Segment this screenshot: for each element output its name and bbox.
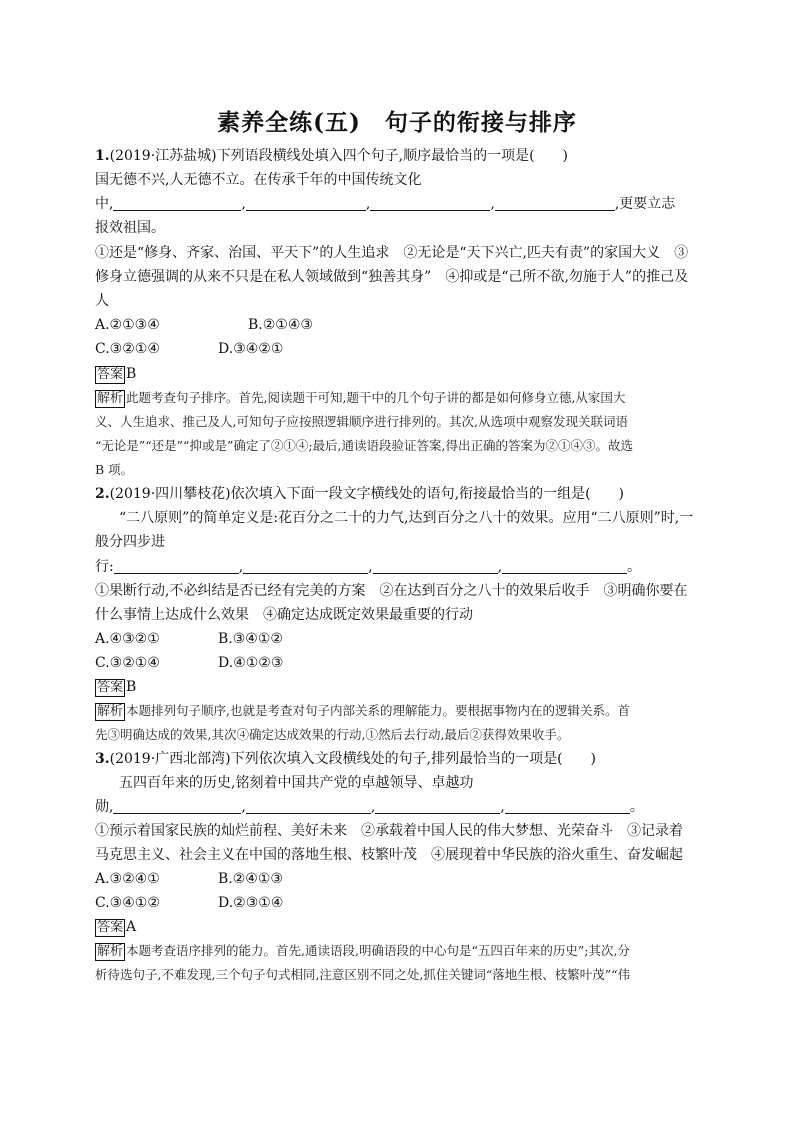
answer-value: B <box>126 366 137 382</box>
fill-blank[interactable] <box>243 559 368 574</box>
question-2-passage-line-2: 般分四步进 <box>95 534 165 550</box>
question-3-options-row-2 <box>95 893 695 913</box>
question-2-passage-line-3 <box>95 557 695 577</box>
question-2-items-line-1: ①果断行动,不必纠结是否已经有完美的方案 ②在达到百分之八十的效果后收手 ③明确你要在 <box>95 583 688 599</box>
question-2-options-row-2 <box>95 653 695 673</box>
period: 。 <box>629 799 644 815</box>
question-2-stem-line <box>95 484 695 504</box>
fill-blank[interactable] <box>114 559 239 574</box>
question-1-items-line-1: ①还是“修身、齐家、治国、平天下”的人生追求 ②无论是“天下兴亡,匹夫有责”的家国大义 ③ <box>95 245 689 261</box>
question-1-answer <box>95 364 695 384</box>
option-a[interactable]: A.④③②① <box>95 631 160 647</box>
question-3-number: 3. <box>95 751 110 767</box>
question-2-analysis-line-2: 先③明确达成的效果,其次④确定达成效果的行动,①然后去行动,最后②获得效果收手。 <box>95 727 570 742</box>
separator: , <box>490 196 495 212</box>
question-1-passage-line-1: 国无德不兴,人无德不立。在传承千年的中国传统文化 <box>95 172 422 188</box>
analysis-text: 本题排列句子顺序,也就是考查对句子内部关系的理解能力。要根据事物内在的逻辑关系。首 <box>126 703 630 718</box>
separator: , <box>497 559 503 575</box>
separator: , <box>238 559 244 575</box>
analysis-label: 解析 <box>97 391 124 406</box>
question-1-number: 1. <box>95 148 110 164</box>
question-3-answer <box>95 917 695 937</box>
option-c[interactable]: C.③②①④ <box>95 655 160 671</box>
answer-value: B <box>126 679 137 695</box>
separator: , <box>368 559 373 575</box>
question-3-passage-line-1: 五四百年来的历史,铭刻着中国共产党的卓越领导、卓越功 <box>119 775 474 791</box>
question-1-options-row-2 <box>95 339 695 359</box>
fill-blank[interactable] <box>373 559 498 574</box>
question-3-stem-line <box>95 749 695 769</box>
question-3-analysis-line-1 <box>95 941 700 961</box>
option-a[interactable]: A.③②④① <box>95 871 160 887</box>
question-2-stem: (2019·四川攀枝花)依次填入下面一段文字横线处的语句,衔接最恰当的一组是( ) <box>109 486 624 502</box>
option-b[interactable]: B.③④①② <box>218 631 283 647</box>
fill-blank[interactable] <box>495 196 615 211</box>
option-b[interactable]: B.②①④③ <box>248 317 313 333</box>
question-1-items-line-2: 修身立德强调的从来不只是在私人领域做到“独善其身” ④抑或是“己所不欲,勿施于人”的推己及 <box>95 269 689 285</box>
answer-label: 答案 <box>97 367 124 382</box>
question-1-analysis-line-4: B 项。 <box>95 462 134 477</box>
fill-blank[interactable] <box>113 799 241 814</box>
analysis-label: 解析 <box>97 704 124 719</box>
fill-blank[interactable] <box>246 799 371 814</box>
period: 。 <box>627 559 642 575</box>
option-d[interactable]: D.④①②③ <box>218 655 284 671</box>
answer-value: A <box>126 919 137 935</box>
fill-blank[interactable] <box>370 196 490 211</box>
question-1-analysis-line-2: 义、人生追求、推己及人,可知句子应按照逻辑顺序进行排列的。其次,从选项中观察发现关联词语 <box>95 414 628 429</box>
question-2-items-line-2: 什么事情上达成什么效果 ④确定达成既定效果最重要的行动 <box>95 607 473 623</box>
option-c[interactable]: C.③②①④ <box>95 341 160 357</box>
option-a[interactable]: A.②①③④ <box>95 317 160 333</box>
question-1-stem: (2019·江苏盐城)下列语段横线处填入四个句子,顺序最恰当的一项是( ) <box>109 148 569 164</box>
answer-label: 答案 <box>97 920 124 935</box>
question-1-analysis-line-1 <box>95 388 700 408</box>
option-d[interactable]: D.②③①④ <box>218 895 284 911</box>
question-3-items-line-2: 马克思主义、社会主义在中国的落地生根、枝繁叶茂 ④展现着中华民族的浴火重生、奋发崛起 <box>95 847 683 863</box>
question-3-passage-line-2 <box>95 797 695 817</box>
question-1-passage-line-3: 报效祖国。 <box>95 220 165 236</box>
analysis-text: 此题考查句子排序。首先,阅读题干可知,题干中的几个句子讲的都是如何修身立德,从家国大 <box>126 390 626 405</box>
question-3-passage-start: 勋, <box>95 799 114 815</box>
question-3-analysis-line-2: 析待选句子,不难发现,三个句子句式相同,注意区别不同之处,抓住关键词“落地生根、枝繁叶茂”“伟 <box>95 967 631 982</box>
separator: , <box>500 799 505 815</box>
separator: , <box>370 799 376 815</box>
analysis-text: 本题考查语序排列的能力。首先,通读语段,明确语段的中心句是“五四百年来的历史”;其次,分 <box>126 943 630 958</box>
separator: , <box>365 196 371 212</box>
question-1-passage-end: ,更要立志 <box>614 196 676 212</box>
fill-blank[interactable] <box>246 196 366 211</box>
question-3-stem: (2019·广西北部湾)下列依次填入文段横线处的句子,排列最恰当的一项是( ) <box>109 751 597 767</box>
option-c[interactable]: C.③④①② <box>95 895 160 911</box>
question-2-options-row-1 <box>95 629 695 649</box>
separator: , <box>241 799 246 815</box>
fill-blank[interactable] <box>502 559 627 574</box>
question-1-items-line-3: 人 <box>95 293 109 309</box>
analysis-label: 解析 <box>97 944 124 959</box>
question-1-passage-line-2 <box>95 194 695 214</box>
question-2-passage-line-1: “二八原则”的简单定义是:花百分之二十的力气,达到百分之八十的效果。应用“二八原则”时,一 <box>119 510 694 526</box>
question-3-options-row-1 <box>95 869 695 889</box>
page-title: 素养全练(五) 句子的衔接与排序 <box>217 109 577 136</box>
question-1-options-row-1 <box>95 315 695 335</box>
separator: , <box>241 196 246 212</box>
question-1-analysis-line-3: “无论是”“还是”“抑或是”确定了②①④;最后,通读语段验证答案,得出正确的答案为②①④③。故选 <box>95 438 634 453</box>
question-2-number: 2. <box>95 486 110 502</box>
fill-blank[interactable] <box>505 799 630 814</box>
option-b[interactable]: B.②④①③ <box>218 871 283 887</box>
fill-blank[interactable] <box>113 196 241 211</box>
fill-blank[interactable] <box>375 799 500 814</box>
question-1-passage-start: 中, <box>95 196 114 212</box>
question-3-items-line-1: ①预示着国家民族的灿烂前程、美好未来 ②承载着中国人民的伟大梦想、光荣奋斗 ③记录着 <box>95 823 683 839</box>
question-2-analysis-line-1 <box>95 701 700 721</box>
option-d[interactable]: D.③④②① <box>218 341 284 357</box>
question-2-passage-start: 行: <box>95 559 114 575</box>
question-1-stem-line <box>95 146 695 166</box>
question-2-answer <box>95 677 695 697</box>
answer-label: 答案 <box>97 680 124 695</box>
